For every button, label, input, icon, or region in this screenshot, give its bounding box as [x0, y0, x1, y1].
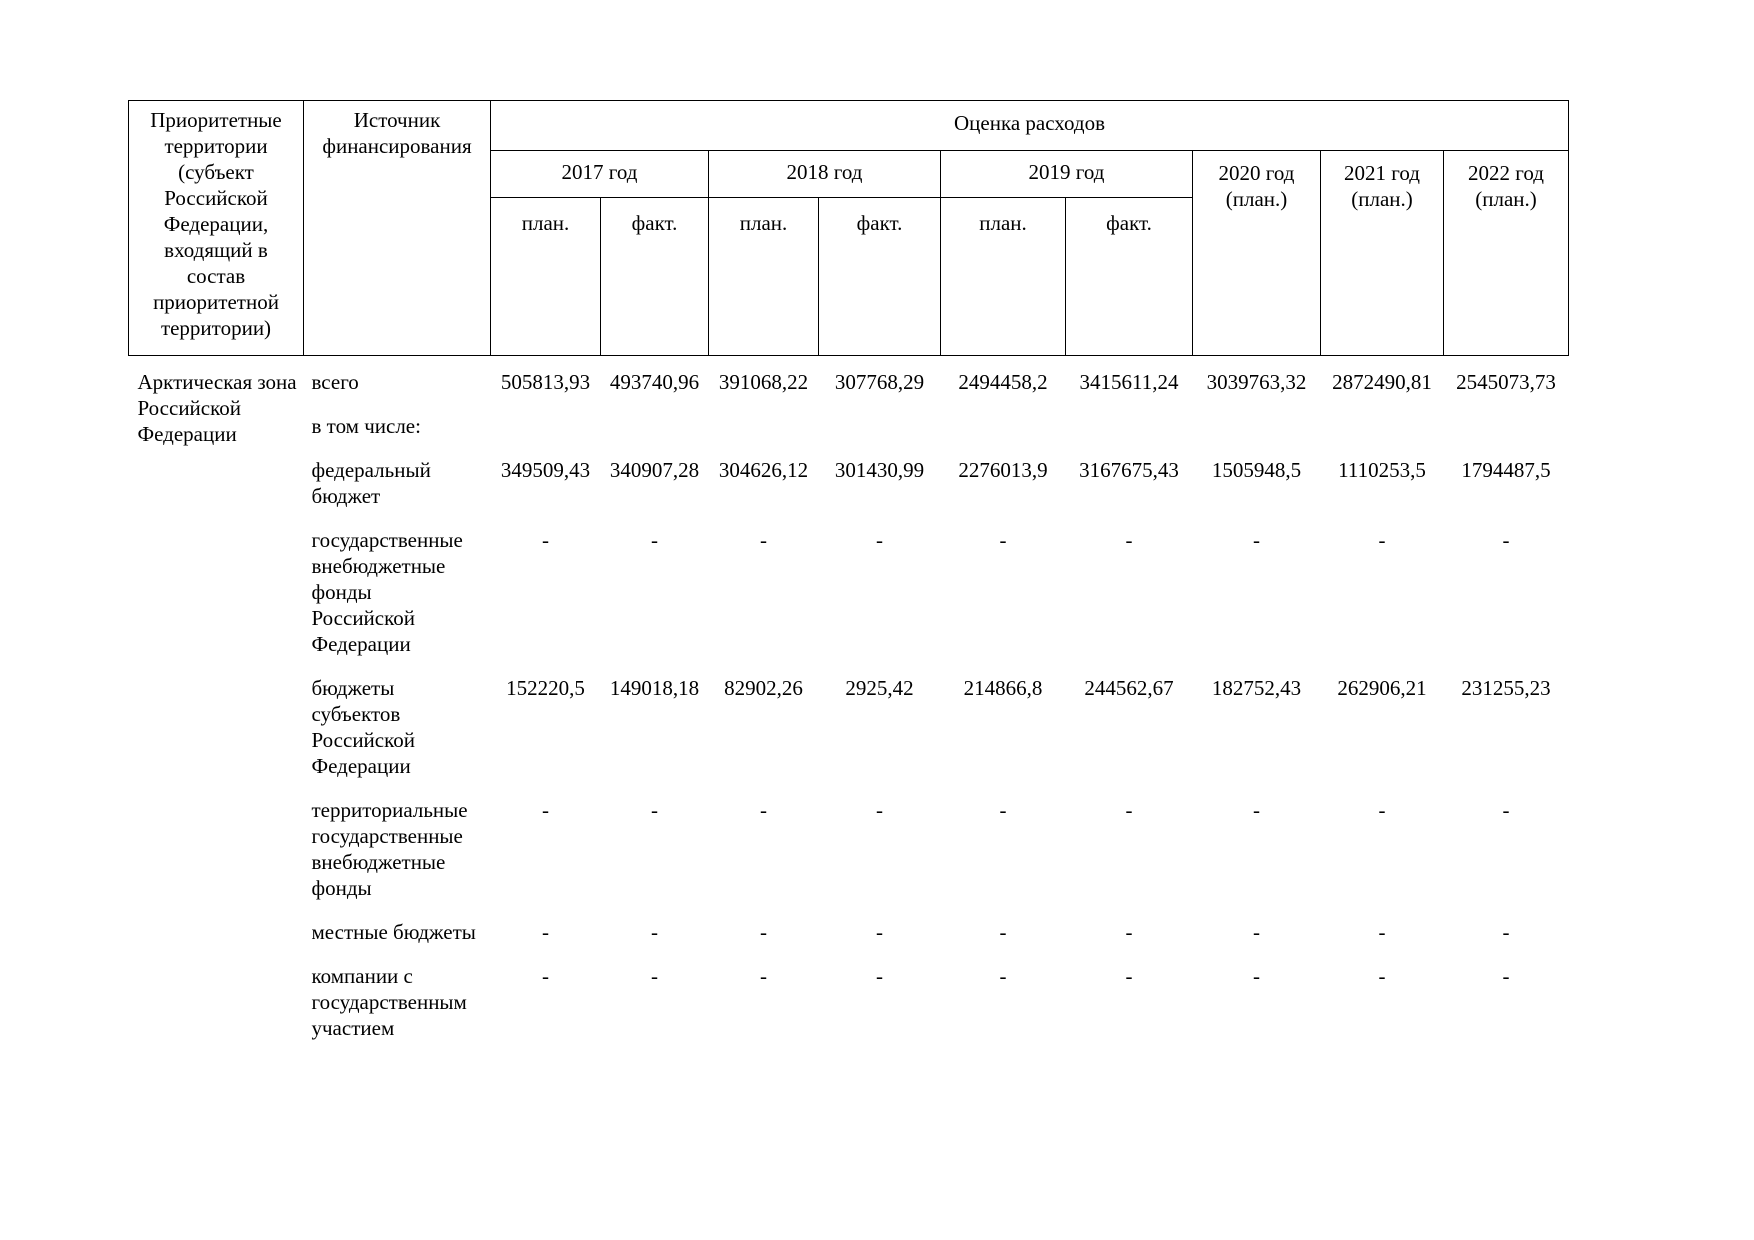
table-body	[129, 356, 1569, 1060]
header-expenses-group: Оценка расходов	[491, 101, 1569, 151]
value-cell: -	[1253, 964, 1260, 988]
value-cell: -	[651, 528, 658, 552]
value-cell: 301430,99	[834, 458, 925, 482]
value-cell: 152220,5	[506, 676, 585, 700]
value-cell: -	[1378, 528, 1386, 552]
table-row	[129, 797, 1569, 919]
value-cell: 349509,43	[500, 458, 591, 482]
header-funding-source: Источник финансирования	[304, 101, 491, 356]
header-2017-plan: план.	[491, 198, 601, 356]
value-cell: -	[542, 798, 549, 822]
value-cell: 182752,43	[1211, 676, 1302, 700]
header-2017-fact: факт.	[601, 198, 709, 356]
value-cell: -	[1125, 964, 1133, 988]
value-cell: -	[542, 964, 549, 988]
value-cell: 493740,96	[609, 370, 700, 394]
value-cell: -	[1502, 798, 1510, 822]
value-cell	[1193, 413, 1321, 457]
value-cell: -	[1253, 528, 1260, 552]
value-cell: 82902,26	[724, 676, 803, 700]
header-2018-plan: план.	[709, 198, 819, 356]
funding-source-label: в том числе:	[311, 414, 421, 438]
value-cell: -	[999, 920, 1007, 944]
value-cell: 304626,12	[718, 458, 809, 482]
header-year-2017: 2017 год	[491, 151, 709, 198]
value-cell	[1444, 413, 1569, 457]
table-row	[129, 356, 1569, 414]
value-cell: -	[876, 798, 883, 822]
value-cell: -	[999, 798, 1007, 822]
value-cell: -	[760, 528, 767, 552]
table-row	[129, 527, 1569, 675]
value-cell: 505813,93	[500, 370, 591, 394]
funding-source-label: территориальные государственные внебюджетные фонды	[311, 798, 468, 900]
value-cell: -	[1502, 528, 1510, 552]
funding-source-label: всего	[311, 370, 359, 394]
value-cell: -	[1125, 798, 1133, 822]
value-cell: 2276013,9	[958, 458, 1048, 482]
value-cell: 2545073,73	[1456, 370, 1556, 394]
value-cell: 2925,42	[845, 676, 914, 700]
header-territory: Приоритетные территории (субъект Российской Федерации, входящий в состав приоритетной территории)	[129, 101, 304, 356]
table-row	[129, 413, 1569, 457]
value-cell: 214866,8	[963, 676, 1043, 700]
value-cell: 3415611,24	[1079, 370, 1179, 394]
value-cell	[491, 413, 601, 457]
value-cell: 1794487,5	[1461, 458, 1551, 482]
header-year-2019: 2019 год	[941, 151, 1193, 198]
table-row	[129, 963, 1569, 1059]
value-cell: -	[1125, 528, 1133, 552]
value-cell	[1321, 413, 1444, 457]
expenses-table-container	[128, 100, 1569, 1059]
value-cell: -	[542, 528, 549, 552]
value-cell: 262906,21	[1337, 676, 1427, 700]
value-cell: -	[760, 920, 767, 944]
value-cell: -	[651, 964, 658, 988]
table-header	[129, 101, 1569, 356]
value-cell: 391068,22	[718, 370, 809, 394]
value-cell: 307768,29	[834, 370, 925, 394]
value-cell	[941, 413, 1066, 457]
funding-source-label: бюджеты субъектов Российской Федерации	[311, 676, 415, 778]
funding-source-label: государственные внебюджетные фонды Российской Федерации	[311, 528, 463, 656]
value-cell: -	[1502, 920, 1510, 944]
value-cell: -	[999, 528, 1007, 552]
value-cell	[1066, 413, 1193, 457]
value-cell: -	[1502, 964, 1510, 988]
value-cell: -	[1378, 920, 1386, 944]
funding-source-label: компании с государственным участием	[311, 964, 467, 1040]
value-cell: -	[1125, 920, 1133, 944]
value-cell: -	[876, 920, 883, 944]
header-2019-plan: план.	[941, 198, 1066, 356]
value-cell: -	[876, 964, 883, 988]
value-cell: 3039763,32	[1206, 370, 1307, 394]
header-year-2020: 2020 год (план.)	[1193, 151, 1321, 356]
value-cell: -	[651, 920, 658, 944]
value-cell: 244562,67	[1084, 676, 1174, 700]
value-cell: -	[1253, 920, 1260, 944]
table-row	[129, 675, 1569, 797]
territory-cell: Арктическая зона Российской Федерации	[137, 370, 297, 446]
header-2018-fact: факт.	[819, 198, 941, 356]
value-cell: 2872490,81	[1332, 370, 1432, 394]
funding-source-label: федеральный бюджет	[311, 458, 431, 508]
value-cell: 3167675,43	[1079, 458, 1179, 482]
value-cell: 340907,28	[609, 458, 700, 482]
value-cell: -	[876, 528, 883, 552]
value-cell: -	[1378, 798, 1386, 822]
value-cell: -	[542, 920, 549, 944]
header-year-2022: 2022 год (план.)	[1444, 151, 1569, 356]
value-cell: 1505948,5	[1211, 458, 1302, 482]
value-cell	[819, 413, 941, 457]
table-row	[129, 457, 1569, 527]
header-row-group	[129, 101, 1569, 151]
value-cell: 231255,23	[1461, 676, 1551, 700]
header-year-2018: 2018 год	[709, 151, 941, 198]
value-cell: 149018,18	[609, 676, 700, 700]
header-year-2021: 2021 год (план.)	[1321, 151, 1444, 356]
expenses-table	[128, 100, 1569, 1059]
value-cell: -	[760, 798, 767, 822]
value-cell: 1110253,5	[1338, 458, 1426, 482]
value-cell: 2494458,2	[958, 370, 1048, 394]
value-cell: -	[760, 964, 767, 988]
table-row	[129, 919, 1569, 963]
value-cell: -	[1378, 964, 1386, 988]
value-cell	[709, 413, 819, 457]
value-cell	[601, 413, 709, 457]
funding-source-label: местные бюджеты	[311, 920, 476, 944]
value-cell: -	[651, 798, 658, 822]
value-cell: -	[1253, 798, 1260, 822]
header-2019-fact: факт.	[1066, 198, 1193, 356]
value-cell: -	[999, 964, 1007, 988]
